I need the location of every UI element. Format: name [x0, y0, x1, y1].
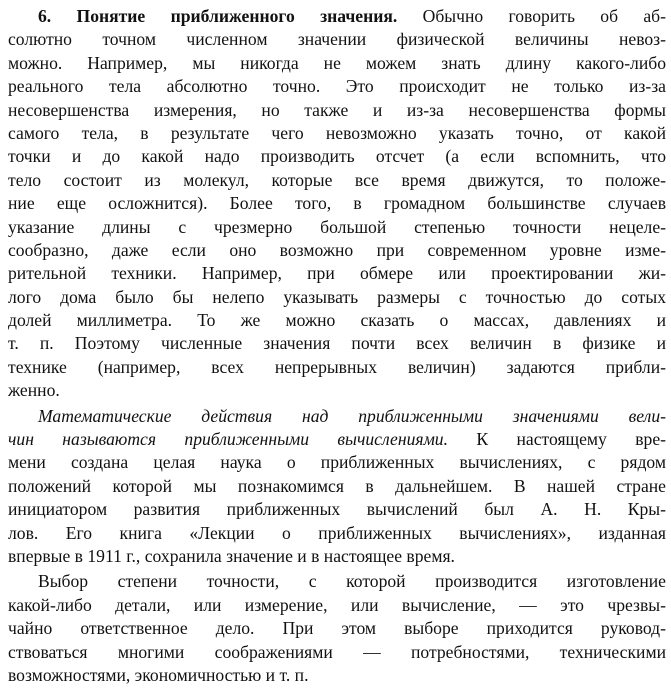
paragraph-2-line-2-text: К настоящему вре-	[448, 429, 666, 450]
paragraph-1-line-14: долей миллиметра. То же можно сказать о массах, давлениях и	[8, 310, 666, 331]
paragraph-3	[8, 570, 666, 687]
paragraph-1-line-8: тело состоит из молекул, которые все время движутся, то положе-	[8, 169, 666, 190]
paragraph-2-line-6: лов. Его книга «Лекции о приближенных вычислениях», изданная	[8, 522, 666, 543]
paragraph-3-line-4: ствоваться многими соображениями — потребностями, техническими	[8, 641, 666, 662]
paragraph-2-line-1: Математические действия над приближенными значениями вели-	[38, 405, 666, 426]
paragraph-2-line-3: мени создана целая наука о приближенных вычислениях, с рядом	[8, 452, 666, 473]
paragraph-1-line-6: самого тела, в результате чего невозможно указать точно, от какой	[8, 122, 666, 143]
paragraph-3-line-5: возможностями, экономичностью и т. п.	[8, 664, 309, 685]
paragraph-2-line-5: инициатором развития приближенных вычислений был А. Н. Кры-	[8, 499, 666, 520]
paragraph-1-line-12: рительной техники. Например, при обмере или проектировании жи-	[8, 263, 666, 284]
paragraph-1-line-9: ние еще осложнится). Более того, в громадном большинстве случаев	[8, 193, 666, 214]
paragraph-1-line-2: солютно точном численном значении физической величины невоз-	[8, 29, 666, 50]
paragraph-3-line-1: Выбор степени точности, с которой производится изготовление	[38, 571, 666, 592]
paragraph-1-line-13: лого дома было бы нелепо указывать размеры с точностью до сотых	[8, 286, 666, 307]
paragraph-1-line-3: можно. Например, мы никогда не можем знать длину какого-либо	[8, 52, 666, 73]
section-heading: 6. Понятие приближенного значения.	[38, 6, 398, 26]
paragraph-3-line-2: какой-либо детали, или измерение, или вычисление, — это чрезвы-	[8, 594, 666, 615]
paragraph-1-line-1-text: Обычно говорить об аб-	[397, 6, 666, 26]
document-page	[8, 5, 666, 689]
paragraph-1	[8, 5, 666, 403]
paragraph-1-line-7: точки и до какой надо производить отсчет (а если вспомнить, что	[8, 146, 666, 167]
paragraph-3-line-3: чайно ответственное дело. При этом выборе приходится руковод-	[8, 618, 666, 639]
paragraph-1-line-4: реального тела абсолютно точно. Это происходит не только из-за	[8, 76, 666, 97]
paragraph-1-line-5: несовершенства измерения, но также и из-за несовершенства формы	[8, 99, 666, 120]
paragraph-2-line-2	[8, 428, 666, 451]
paragraph-1-line-10: указание длины с чрезмерно большой степенью точности нецеле-	[8, 216, 666, 237]
paragraph-2	[8, 405, 666, 569]
paragraph-1-line-1	[8, 5, 666, 28]
definition-italic-text: чин называются приближенными вычислениями.	[8, 429, 448, 450]
paragraph-2-line-4: положений которой мы познакомимся в дальнейшем. В нашей стране	[8, 475, 666, 496]
paragraph-1-line-15: т. п. Поэтому численные значения почти всех величин в физике и	[8, 333, 666, 354]
paragraph-1-line-11: сообразно, даже если оно возможно при современном уровне изме-	[8, 239, 666, 260]
paragraph-2-line-7: впервые в 1911 г., сохранила значение и в настоящее время.	[8, 545, 455, 566]
paragraph-1-line-17: женно.	[8, 380, 60, 401]
paragraph-1-line-16: технике (например, всех непрерывных величин) задаются прибли-	[8, 356, 666, 377]
